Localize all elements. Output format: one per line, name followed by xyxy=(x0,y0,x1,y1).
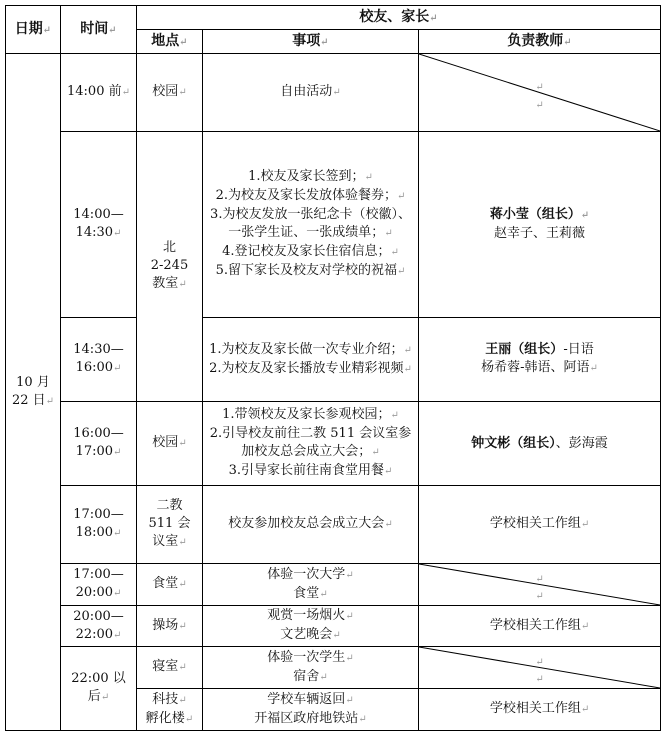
teacher-cell-empty: ↵ ↵ xyxy=(419,54,661,132)
header-date: 日期↵ xyxy=(6,6,61,54)
matter-cell xyxy=(203,132,419,318)
matter-line: 观赏一场烟火↵ xyxy=(267,608,354,623)
header-group: 校友、家长↵ xyxy=(137,6,661,30)
matter-cell xyxy=(203,647,419,689)
teacher-cell: 钟文彬（组长）、彭海霞 xyxy=(419,402,661,486)
matter-cell xyxy=(203,689,419,731)
matter-line: 学校车辆返回↵ xyxy=(267,691,354,707)
time-cell: 17:00— 20:00↵ xyxy=(61,564,137,606)
time-cell: 16:00— 17:00↵ xyxy=(61,402,137,486)
teacher-cell: 学校相关工作组↵ xyxy=(419,689,661,731)
matter-cell xyxy=(203,564,419,606)
header-teacher: 负责教师↵ xyxy=(419,30,661,54)
time-cell: 14:00— 14:30↵ xyxy=(61,132,137,318)
matter-line: 体验一次学生↵ xyxy=(267,649,354,665)
teacher-cell-empty: ↵ ↵ xyxy=(419,564,661,606)
teacher-rest: 杨希蓉-韩语、阿语↵ xyxy=(481,360,598,375)
teacher-cell-empty: ↵ ↵ xyxy=(419,647,661,689)
schedule-table xyxy=(5,5,661,731)
time-cell: 14:00 前↵ xyxy=(61,54,137,132)
date-cell: 10 月 22 日↵ xyxy=(6,54,61,731)
matter-line: 食堂↵ xyxy=(293,585,328,601)
matter-cell xyxy=(203,402,419,486)
time-cell: 22:00 以 后↵ xyxy=(61,647,137,731)
matter-cell: 自由活动↵ xyxy=(203,54,419,132)
matter-cell xyxy=(203,318,419,402)
matter-line: 3.引导家长前往南食堂用餐↵ xyxy=(228,463,393,478)
matter-line: 5.留下家长及校友对学校的祝福↵ xyxy=(215,263,406,278)
place-cell: 二教 511 会 议室↵ xyxy=(137,486,203,564)
matter-line: 文艺晚会↵ xyxy=(280,627,341,642)
matter-line: 2.引导校友前往二教 511 会议室参加校友总会成立大会；↵ xyxy=(209,426,412,459)
place-cell: 校园↵ xyxy=(137,54,203,132)
place-cell: 北 2-245 教室↵ xyxy=(137,132,203,402)
time-cell: 20:00— 22:00↵ xyxy=(61,606,137,647)
place-cell: 校园↵ xyxy=(137,402,203,486)
matter-cell: 校友参加校友总会成立大会↵ xyxy=(203,486,419,564)
matter-line: 4.登记校友及家长住宿信息；↵ xyxy=(222,244,399,259)
teacher-cell: 学校相关工作组↵ xyxy=(419,606,661,647)
time-cell: 17:00— 18:00↵ xyxy=(61,486,137,564)
teacher-lead: 蒋小莹（组长）↵ xyxy=(489,207,590,222)
header-time: 时间↵ xyxy=(61,6,137,54)
matter-line: 2.为校友及家长发放体验餐券；↵ xyxy=(215,188,406,203)
matter-line: 1.带领校友及家长参观校园；↵ xyxy=(222,407,399,422)
matter-line: 开福区政府地铁站↵ xyxy=(254,710,367,726)
matter-line: 1.校友及家长签到；↵ xyxy=(248,169,373,184)
teacher-cell xyxy=(419,132,661,318)
matter-cell xyxy=(203,606,419,647)
matter-line: 2.为校友及家长播放专业精彩视频↵ xyxy=(209,360,412,376)
teacher-cell: 学校相关工作组↵ xyxy=(419,486,661,564)
time-cell: 14:30— 16:00↵ xyxy=(61,318,137,402)
place-cell: 科技↵ 孵化楼↵ xyxy=(137,689,203,731)
place-cell: 食堂↵ xyxy=(137,564,203,606)
matter-line: 体验一次大学↵ xyxy=(267,566,354,582)
teacher-rest: 赵幸子、王莉薇 xyxy=(494,226,586,241)
teacher-cell xyxy=(419,318,661,402)
teacher-lead: 王丽（组长）-日语 xyxy=(485,342,594,357)
place-cell: 寝室↵ xyxy=(137,647,203,689)
header-place: 地点↵ xyxy=(137,30,203,54)
header-matter: 事项↵ xyxy=(203,30,419,54)
matter-line: 1.为校友及家长做一次专业介绍；↵ xyxy=(209,341,412,357)
place-cell: 操场↵ xyxy=(137,606,203,647)
matter-line: 3.为校友发放一张纪念卡（校徽）、一张学生证、一张成绩单；↵ xyxy=(210,207,411,240)
matter-line: 宿舍↵ xyxy=(293,668,328,684)
